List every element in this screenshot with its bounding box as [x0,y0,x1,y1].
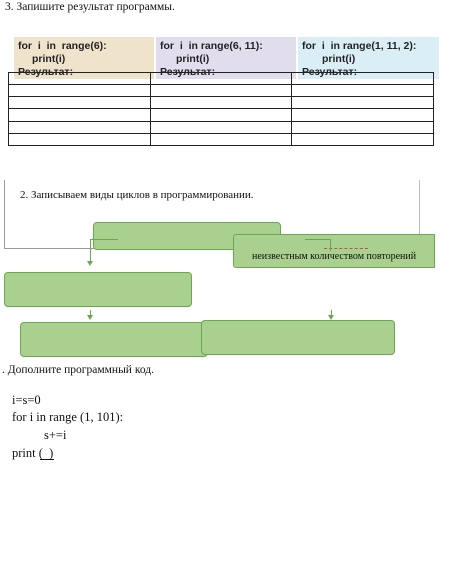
table-row [9,97,434,109]
table-cell[interactable] [9,109,151,121]
table-cell[interactable] [150,73,292,85]
result-label: Результат: [18,66,74,78]
task4-title: . Дополните программный код. [2,364,154,376]
code-line-4: print ( ) [12,446,54,460]
print-line: print(i) [176,53,210,65]
connector-line [305,239,330,240]
code-line: for i in range(6): [18,40,107,52]
code-line-1: i=s=0 [12,393,41,407]
connector-line [330,239,331,251]
box-text: неизвестным количеством повторений [252,251,417,262]
table-cell[interactable] [9,121,151,133]
connector-line [90,239,91,261]
table-cell[interactable] [9,85,151,97]
connector-line [90,239,118,240]
print-line: print(i) [32,53,66,65]
diagram-box-bottom-left[interactable] [20,322,208,357]
result-label: Результат: [302,66,358,78]
task3-title: 3. Запишите результат программы. [5,1,175,13]
code-line: for i in range(6, 11): [160,40,263,52]
answer-blank[interactable] [40,459,54,460]
table-cell[interactable] [150,97,292,109]
code-line: for i in range(1, 11, 2): [302,40,417,52]
table-cell[interactable] [292,85,434,97]
table-row [9,85,434,97]
task2-title: 2. Записываем виды циклов в программировании. [20,189,254,201]
table-cell[interactable] [292,73,434,85]
table-cell[interactable] [292,133,434,145]
table-cell[interactable] [9,133,151,145]
diagram-box-left[interactable] [4,272,192,307]
code-line-2: for i in range (1, 101): [12,410,124,424]
table-cell[interactable] [150,85,292,97]
table-cell[interactable] [292,121,434,133]
result-table [8,72,434,146]
table-row [9,109,434,121]
table-cell[interactable] [9,97,151,109]
table-cell[interactable] [9,73,151,85]
print-line: print(i) [322,53,356,65]
diagram-box-bottom-right[interactable] [201,320,395,355]
table-cell[interactable] [150,133,292,145]
table-cell[interactable] [292,97,434,109]
result-label: Результат: [160,66,216,78]
code-line-3: s+=i [44,428,67,442]
arrow-head [87,261,93,266]
table-cell[interactable] [150,121,292,133]
table-cell[interactable] [292,109,434,121]
table-row [9,121,434,133]
table-cell[interactable] [150,109,292,121]
table-row [9,73,434,85]
table-row [9,133,434,145]
arrow-head [87,315,93,320]
